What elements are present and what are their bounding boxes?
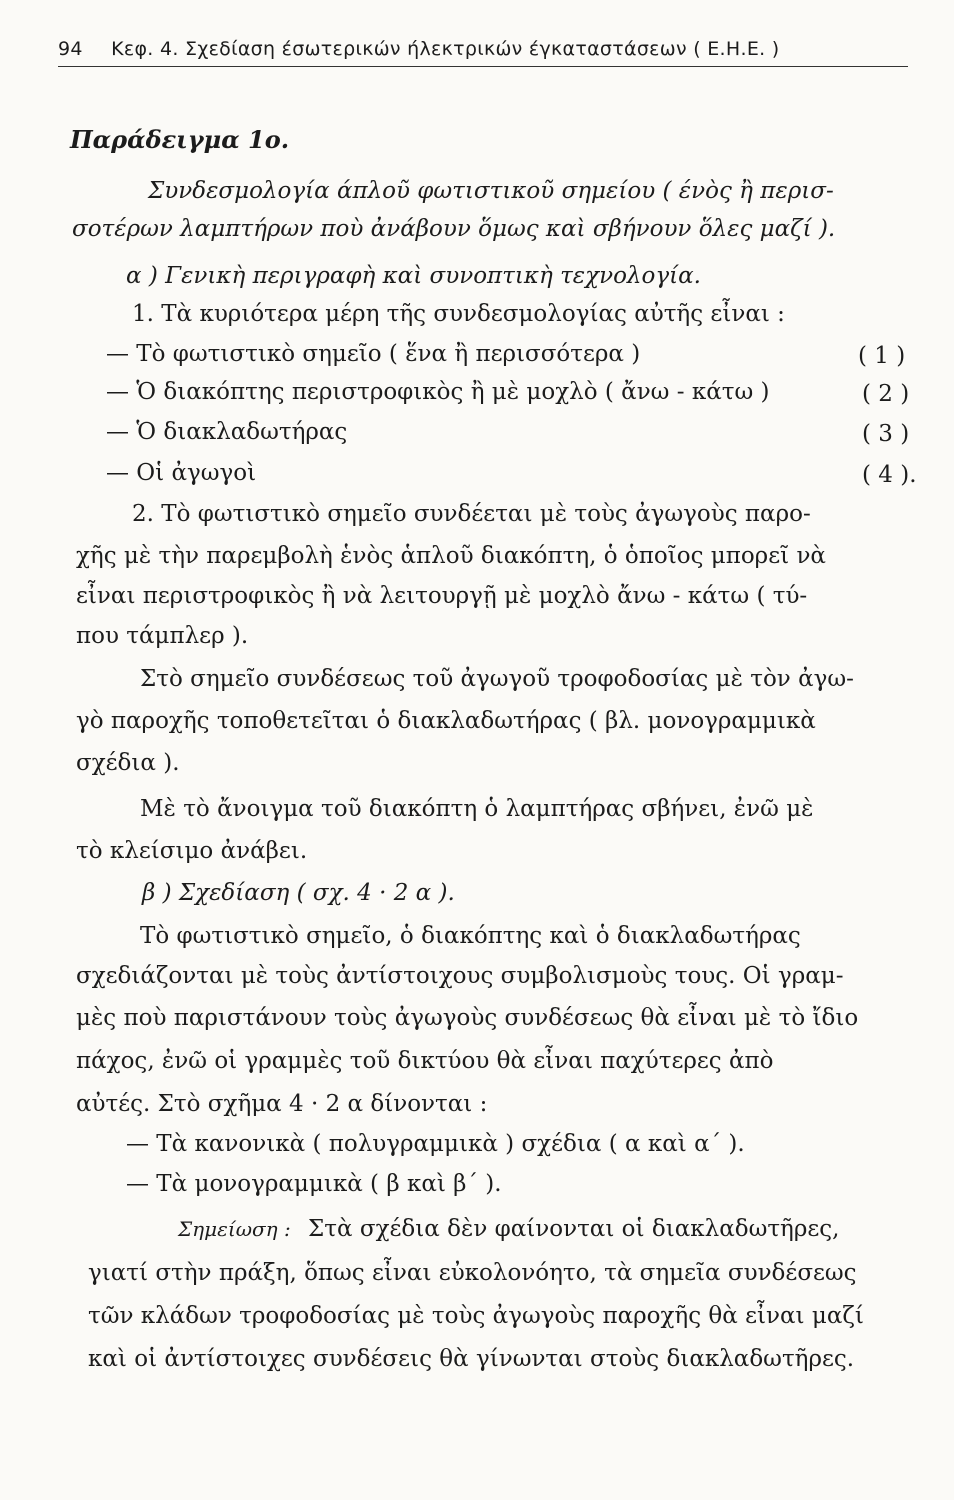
part-4: — Οἱ ἀγωγοὶ [106, 460, 257, 486]
para5-line-5: αὐτές. Στὸ σχῆμα 4 · 2 α δίνονται : [76, 1091, 488, 1117]
para4-line-1: Μὲ τὸ ἄνοιγμα τοῦ διακόπτη ὁ λαμπτήρας σβήνει, ἐνῶ μὲ [140, 796, 814, 822]
para5-line-2: σχεδιάζονται μὲ τοὺς ἀντίστοιχους συμβολισμοὺς τους. Οἱ γραμ- [76, 963, 844, 989]
example-title: Παράδειγμα 1ο. [70, 125, 290, 154]
part-4-number: ( 4 ). [862, 462, 917, 488]
section-b-heading: β ) Σχεδίαση ( σχ. 4 · 2 α ). [142, 880, 455, 906]
part-1-number: ( 1 ) [858, 343, 906, 369]
para5-line-1: Τὸ φωτιστικὸ σημεῖο, ὁ διακόπτης καὶ ὁ διακλαδωτήρας [140, 923, 801, 949]
para5-line-4: πάχος, ἐνῶ οἱ γραμμὲς τοῦ δικτύου θὰ εἶναι παχύτερες ἀπὸ [76, 1048, 774, 1074]
note-line-1: Στὰ σχέδια δὲν φαίνονται οἱ διακλαδωτῆρες, [308, 1216, 840, 1242]
para3-line-1: Στὸ σημεῖο συνδέσεως τοῦ ἀγωγοῦ τροφοδοσίας μὲ τὸν ἀγω- [140, 666, 854, 692]
note-first-line [178, 1218, 839, 1241]
note-line-4: καὶ οἱ ἀντίστοιχες συνδέσεις θὰ γίνωνται στοὺς διακλαδωτῆρες. [88, 1346, 855, 1372]
running-header [58, 38, 908, 67]
para3-line-3: σχέδια ). [76, 750, 180, 776]
para2-line-1: 2. Τὸ φωτιστικὸ σημεῖο συνδέεται μὲ τοὺς ἀγωγοὺς παρο- [132, 501, 811, 527]
note-line-3: τῶν κλάδων τροφοδοσίας μὲ τοὺς ἀγωγοὺς παροχῆς θὰ εἶναι μαζί [88, 1303, 864, 1329]
para4-line-2: τὸ κλείσιμο ἀνάβει. [76, 838, 308, 864]
para2-line-4: που τάμπλερ ). [76, 623, 249, 649]
note-line-2: γιατί στὴν πράξη, ὅπως εἶναι εὐκολονόητο, τὰ σημεῖα συνδέσεως [88, 1260, 857, 1286]
section-a-heading: α ) Γενικὴ περιγραφὴ καὶ συνοπτικὴ τεχνολογία. [126, 263, 701, 289]
para5-line-3: μὲς ποὺ παριστάνουν τοὺς ἀγωγοὺς συνδέσεως θὰ εἶναι μὲ τὸ ἴδιο [76, 1005, 859, 1031]
part-2-number: ( 2 ) [862, 381, 910, 407]
part-3-number: ( 3 ) [862, 421, 910, 447]
page-number: 94 [58, 38, 83, 60]
para2-line-3: εἶναι περιστροφικὸς ἢ νὰ λειτουργῇ μὲ μοχλὸ ἄνω - κάτω ( τύ- [76, 583, 808, 609]
para3-line-2: γὸ παροχῆς τοποθετεῖται ὁ διακλαδωτήρας ( βλ. μονογραμμικὰ [76, 708, 816, 734]
drawings-line-1: — Τὰ κανονικὰ ( πολυγραμμικὰ ) σχέδια ( α καὶ α΄ ). [126, 1131, 745, 1157]
part-3: — Ὁ διακλαδωτήρας [106, 419, 348, 445]
note-label: Σημείωση : [178, 1217, 291, 1241]
drawings-line-2: — Τὰ μονογραμμικὰ ( β καὶ β΄ ). [126, 1171, 502, 1197]
subtitle-line-1: Συνδεσμολογία άπλοῦ φωτιστικοῦ σημείου ( ένὸς ἢ περισ- [148, 178, 834, 204]
item1-intro: 1. Τὰ κυριότερα μέρη τῆς συνδεσμολογίας αὐτῆς εἶναι : [132, 301, 785, 327]
part-1: — Τὸ φωτιστικὸ σημεῖο ( ἕνα ἢ περισσότερα ) [106, 341, 641, 367]
running-title: Κεφ. 4. Σχεδίαση έσωτερικών ήλεκτρικών έγκαταστάσεων ( Ε.Η.Ε. ) [111, 38, 780, 60]
subtitle-line-2: σοτέρων λαμπτήρων ποὺ ἀνάβουν ὅμως καὶ σβήνουν ὅλες μαζί ). [72, 216, 836, 242]
para2-line-2: χῆς μὲ τὴν παρεμβολὴ ἑνὸς ἁπλοῦ διακόπτη, ὁ ὁποῖος μπορεῖ νὰ [76, 543, 826, 569]
part-2: — Ὁ διακόπτης περιστροφικὸς ἢ μὲ μοχλὸ ( ἄνω - κάτω ) [106, 379, 770, 405]
